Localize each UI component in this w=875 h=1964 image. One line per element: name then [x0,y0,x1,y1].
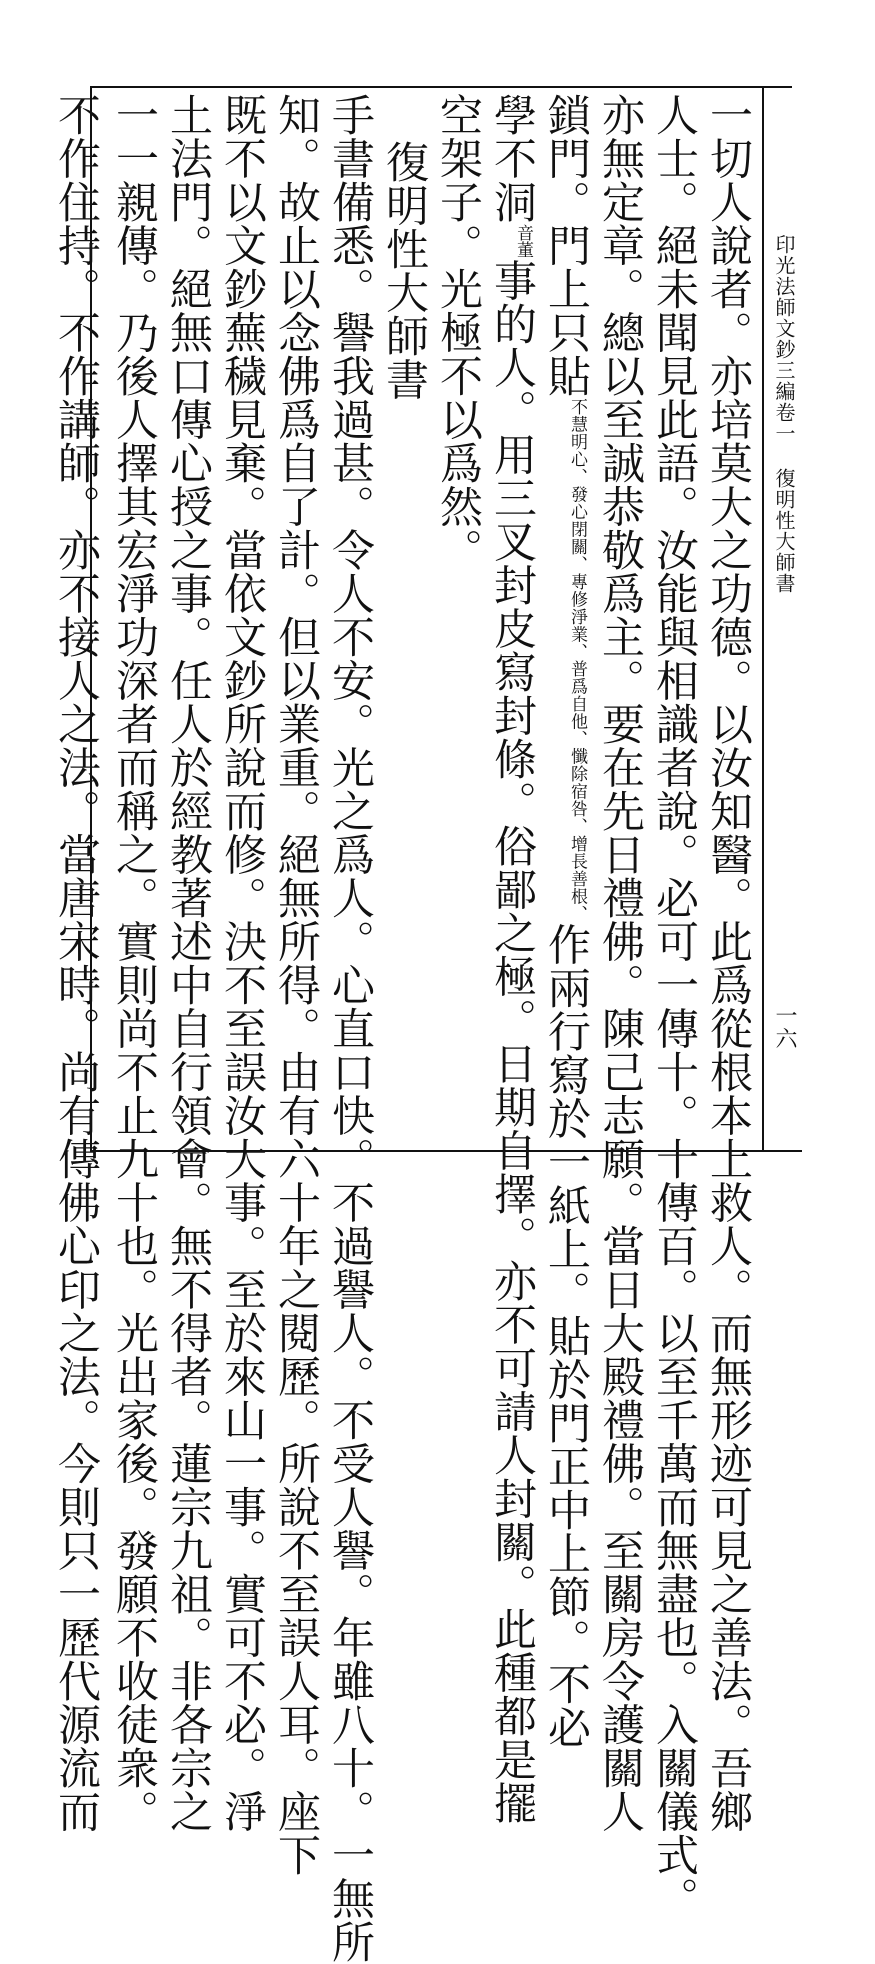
text-column-1: 一切人說者。亦培莫大之功德。以汝知醫。此爲從根本上救人。而無形迹可見之善法。吾鄉 [703,93,753,1833]
text-column-2: 人士。絕未聞見此語。汝能與相識者說。必可一傳十。十傳百。以至千萬而無盡也。入關儀式。 [649,93,699,1920]
text-column-4 [540,93,592,1749]
letter-title: 復明性大師書 [379,140,429,401]
text-column-3: 亦無定章。總以至誠恭敬爲主。要在先日禮佛。陳己志願。當日大殿禮佛。至關房令護關人 [595,93,645,1833]
interlinear-note [567,398,587,923]
column-4-text-after: 作兩行寫於一紙上。貼於門正中上節。不必 [541,922,591,1749]
text-column-8: 手書備悉。譽我過甚。令人不安。光之爲人。心直口快。不過譽人。不受人譽。年雖八十。一無所 [325,93,375,1964]
page-number: 一六 [772,1004,797,1050]
note-line-2: 普爲自他、懺除宿咎、增長善根、 [567,660,587,923]
text-column-9: 知。故止以念佛爲自了計。但以業重。絕無所得。由有六十年之閱歷。所說不至誤人耳。座下 [271,93,321,1877]
column-5-text-before: 學不洞 [487,93,537,224]
text-column-12: 一一親傳。乃後人擇其宏淨功深者而稱之。實則尚不止九十也。光出家後。發願不收徒衆。 [109,93,159,1833]
running-book-title: 印光法師文鈔三編卷一 [772,234,796,444]
running-section-title: 復明性大師書 [772,468,796,594]
pronunciation-note-line-1: 音 [513,223,533,241]
frame-margin-rule [762,86,764,1152]
frame-top-rule [92,86,792,88]
note-line-1: 不慧明心、發心閉關、專修淨業、 [567,397,587,660]
column-4-text-before: 鎖門。門上只貼 [541,93,591,398]
pronunciation-note-line-2: 董 [513,241,533,259]
text-column-5 [486,93,538,1825]
text-column-11: 土法門。絕無口傳心授之事。任人於經教著述中自行領會。無不得者。蓮宗九祖。非各宗之 [163,93,213,1833]
text-column-13: 不作住持。不作講師。亦不接人之法。當唐宋時。尚有傳佛心印之法。今則只一歷代源流而 [51,93,101,1833]
pronunciation-note [513,224,533,259]
column-5-text-after: 事的人。用三叉封皮寫封條。俗鄙之極。日期自擇。亦不可請人封關。此種都是擺 [487,258,537,1825]
text-column-10: 既不以文鈔蕪穢見棄。當依文鈔所說而修。決不至誤汝大事。至於來山一事。實可不必。淨 [217,93,267,1833]
text-column-6: 空架子。光極不以爲然。 [433,93,483,572]
